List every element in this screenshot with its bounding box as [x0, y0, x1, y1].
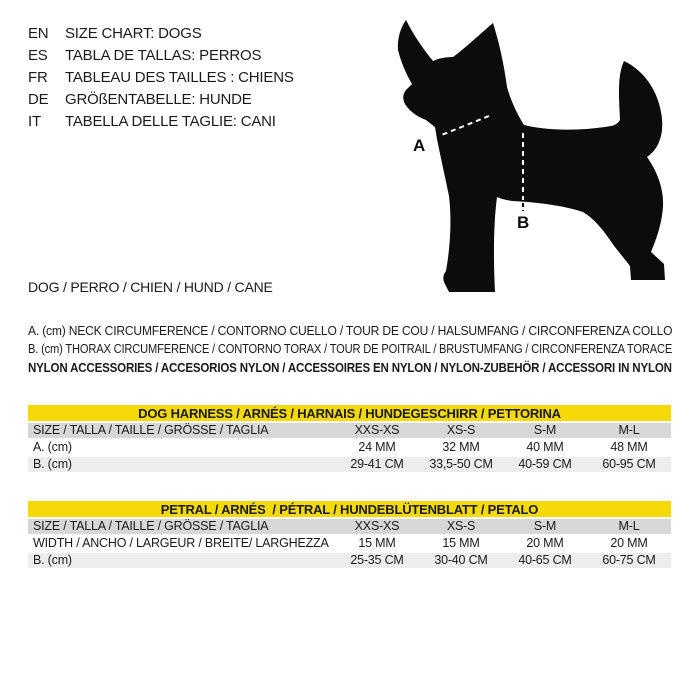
row-label-text: B. (cm): [33, 553, 72, 567]
row-label: [28, 519, 335, 534]
size-cell: S-M: [533, 519, 557, 533]
note-neck-circumference: [28, 323, 700, 338]
row-label-text: WIDTH / ANCHO / LARGEUR / BREITE/ LARGHEZZA: [33, 536, 329, 550]
language-title: TABLEAU DES TAILLES : CHIENS: [65, 68, 294, 86]
value-cell: 40-59 CM: [518, 457, 572, 471]
row-label: [28, 553, 335, 568]
table-row-neck: [28, 440, 671, 455]
language-title-list: [28, 22, 294, 132]
language-code: EN: [28, 24, 49, 42]
note-thorax-circumference: [28, 341, 700, 356]
dog-harness-size-table: [28, 405, 671, 474]
language-row-en: [28, 22, 294, 44]
size-cell: M-L: [618, 519, 640, 533]
table-row-thorax: [28, 553, 671, 568]
table-row-width: [28, 536, 671, 551]
language-row-es: [28, 44, 294, 66]
value-cell: 24 MM: [358, 440, 396, 454]
table-row-thorax: [28, 457, 671, 472]
value-cell: 20 MM: [610, 536, 648, 550]
value-cell: 15 MM: [358, 536, 396, 550]
row-label: [28, 536, 335, 551]
table-row-sizes: [28, 423, 671, 438]
marker-a-label: A: [412, 136, 426, 155]
row-label-text: A. (cm): [33, 440, 72, 454]
row-label: [28, 440, 335, 455]
language-code: DE: [28, 90, 49, 108]
value-cell: 60-95 CM: [602, 457, 656, 471]
row-label-text: SIZE / TALLA / TAILLE / GRÖSSE / TAGLIA: [33, 423, 269, 437]
value-cell: 20 MM: [526, 536, 564, 550]
dog-silhouette: [398, 20, 665, 292]
row-label-text: B. (cm): [33, 457, 72, 471]
size-cell: S-M: [533, 423, 557, 437]
value-cell: 30-40 CM: [434, 553, 488, 567]
row-label: [28, 423, 335, 438]
language-row-de: [28, 88, 294, 110]
size-cell: XS-S: [446, 423, 476, 437]
language-row-it: [28, 110, 294, 132]
value-cell: 33,5-50 CM: [429, 457, 493, 471]
dog-silhouette-diagram: [390, 8, 678, 300]
language-title: GRÖßENTABELLE: HUNDE: [65, 90, 252, 108]
language-title: TABELLA DELLE TAGLIE: CANI: [65, 112, 276, 130]
species-caption: [28, 280, 273, 294]
note-nylon-accessories: [28, 360, 700, 375]
language-code: IT: [28, 112, 41, 130]
table-row-sizes: [28, 519, 671, 534]
note-nylon-text: NYLON ACCESSORIES / ACCESORIOS NYLON / ACCESSOIRES EN NYLON / NYLON-ZUBEHÖR / ACCESSORI IN NYLON: [28, 360, 672, 375]
size-cell: XS-S: [446, 519, 476, 533]
language-code: ES: [28, 46, 48, 64]
note-neck-text: A. (cm) NECK CIRCUMFERENCE / CONTORNO CUELLO / TOUR DE COU / HALSUMFANG / CIRCONFERENZA COLLO: [28, 323, 673, 338]
language-title: SIZE CHART: DOGS: [65, 24, 202, 42]
value-cell: 40-65 CM: [518, 553, 572, 567]
petral-size-table: [28, 501, 671, 570]
size-cell: XXS-XS: [354, 423, 400, 437]
size-cell: M-L: [618, 423, 640, 437]
table-title: DOG HARNESS / ARNÉS / HARNAIS / HUNDEGESCHIRR / PETTORINA: [138, 405, 561, 421]
table-title: PETRAL / ARNÉS / PÉTRAL / HUNDEBLÜTENBLATT / PETALO: [160, 501, 539, 517]
species-caption-text: DOG / PERRO / CHIEN / HUND / CANE: [28, 279, 273, 295]
row-label-text: SIZE / TALLA / TAILLE / GRÖSSE / TAGLIA: [33, 519, 269, 533]
marker-b-label: B: [516, 213, 530, 232]
value-cell: 40 MM: [526, 440, 564, 454]
value-cell: 48 MM: [610, 440, 648, 454]
size-cell: XXS-XS: [354, 519, 400, 533]
row-label: [28, 457, 335, 472]
note-thorax-text: B. (cm) THORAX CIRCUMFERENCE / CONTORNO TORAX / TOUR DE POITRAIL / BRUSTUMFANG / CIRCONFERENZA TORACE: [28, 341, 673, 356]
table-title-bar: [28, 501, 671, 517]
value-cell: 29-41 CM: [350, 457, 404, 471]
value-cell: 25-35 CM: [350, 553, 404, 567]
value-cell: 15 MM: [442, 536, 480, 550]
value-cell: 32 MM: [442, 440, 480, 454]
value-cell: 60-75 CM: [602, 553, 656, 567]
language-row-fr: [28, 66, 294, 88]
table-title-bar: [28, 405, 671, 421]
language-title: TABLA DE TALLAS: PERROS: [65, 46, 262, 64]
language-code: FR: [28, 68, 48, 86]
